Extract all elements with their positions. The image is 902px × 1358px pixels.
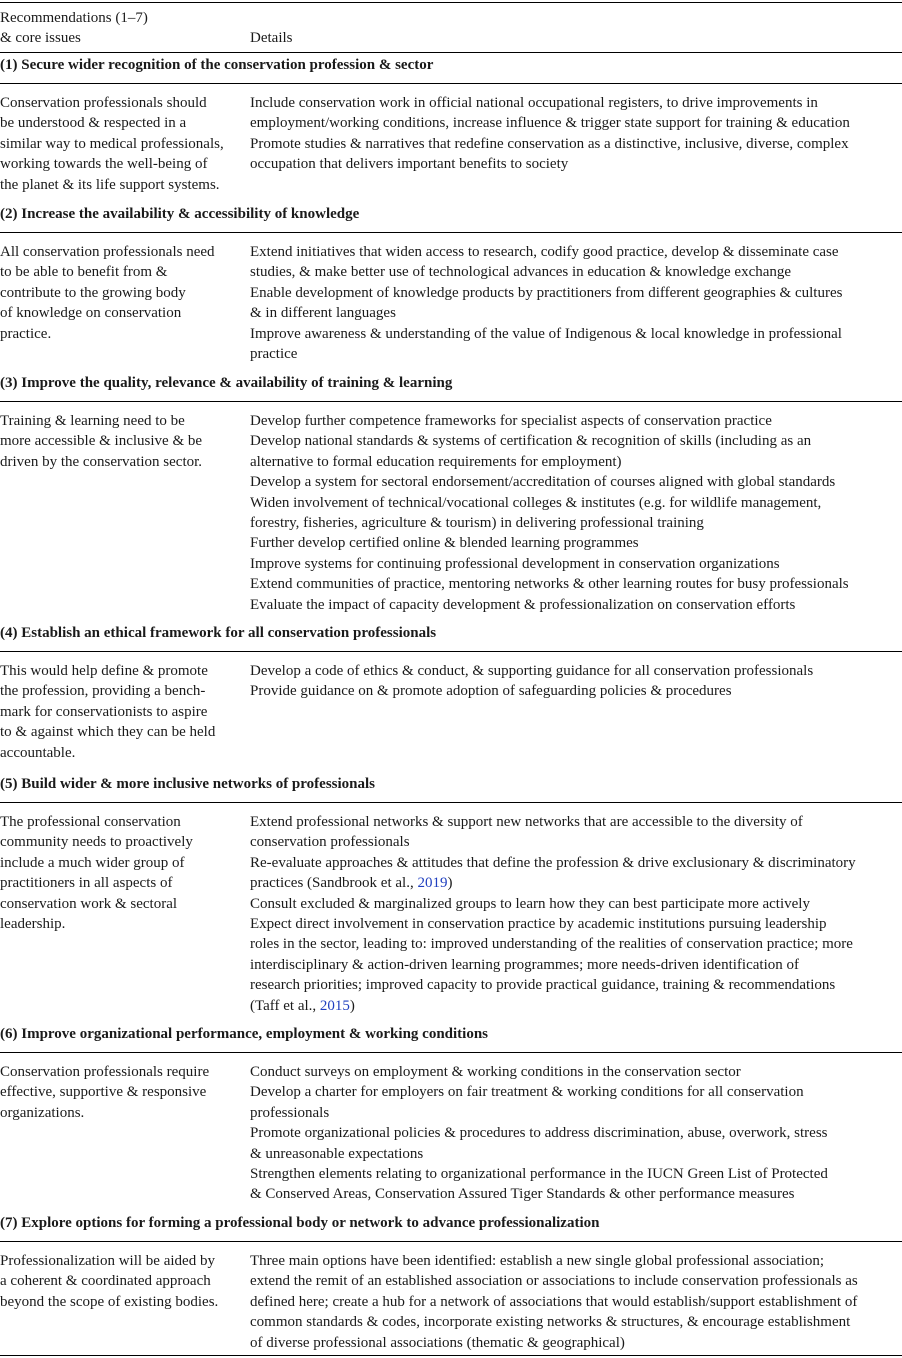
core-issue-line: working towards the well-being of [0, 156, 208, 173]
core-issue-line: be understood & respected in a [0, 115, 187, 132]
recommendation-title: (7) Explore options for forming a professional body or network to advance professionalization [0, 1215, 600, 1231]
core-issue-line: contribute to the growing body [0, 284, 186, 301]
section-rule [0, 232, 902, 233]
details-line: interdisciplinary & action-driven learning programmes; more needs-driven identification of [250, 956, 799, 973]
details-line: Re-evaluate approaches & attitudes that define the profession & drive exclusionary & discriminatory [250, 854, 856, 871]
details-line: Develop a charter for employers on fair treatment & working conditions for all conservation [250, 1084, 804, 1101]
core-issue-line: similar way to medical professionals, [0, 135, 224, 152]
details-line: Develop a code of ethics & conduct, & supporting guidance for all conservation professionals [250, 663, 814, 679]
core-issue-text [0, 411, 240, 472]
core-issue-line: community needs to proactively [0, 834, 193, 851]
recommendation-title: (1) Secure wider recognition of the conservation profession & sector [0, 57, 434, 73]
core-issue-line: The professional conservation [0, 814, 181, 830]
details-line: occupation that delivers important benefits to society [250, 156, 569, 173]
details-text [250, 812, 902, 1016]
details-text [250, 661, 902, 702]
core-issue-line: Professionalization will be aided by [0, 1253, 215, 1269]
section-rule [0, 401, 902, 402]
details-line: Include conservation work in official national occupational registers, to drive improvements in [250, 95, 818, 111]
core-issue-line: of knowledge on conservation [0, 305, 182, 322]
details-line: Improve awareness & understanding of the value of Indigenous & local knowledge in professional [250, 325, 842, 342]
details-text [250, 1251, 902, 1353]
details-line: Three main options have been identified: establish a new single global professional association; [250, 1253, 825, 1269]
section-rule [0, 802, 902, 803]
details-text [250, 242, 902, 364]
core-issue-text [0, 242, 240, 344]
details-line: extend the remit of an established association or associations to include conservation professionals as [250, 1273, 858, 1290]
recommendation-title: (3) Improve the quality, relevance & availability of training & learning [0, 375, 453, 391]
details-line: research priorities; improved capacity to provide practical guidance, training & recommendations [250, 977, 836, 994]
citation-link[interactable]: 2019 [417, 875, 448, 892]
details-line: & in different languages [250, 305, 396, 322]
core-issue-line: driven by the conservation sector. [0, 453, 203, 470]
core-issue-line: more accessible & inclusive & be [0, 433, 203, 450]
details-line: Conduct surveys on employment & working conditions in the conservation sector [250, 1064, 741, 1080]
details-line: Enable development of knowledge products by practitioners from different geographies & cultures [250, 284, 843, 301]
core-issue-text [0, 661, 240, 763]
core-issue-line: include a much wider group of [0, 854, 185, 871]
details-line: of diverse professional associations (thematic & geographical) [250, 1334, 625, 1351]
details-text [250, 1062, 902, 1205]
details-line: (Taff et al., 2015) [250, 997, 355, 1014]
table-header [0, 8, 902, 52]
header-col1-line2: & core issues [0, 30, 81, 47]
details-line: Strengthen elements relating to organizational performance in the IUCN Green List of Protected [250, 1165, 828, 1182]
core-issue-line: leadership. [0, 915, 66, 932]
details-line: Expect direct involvement in conservation practice by academic institutions pursuing leadership [250, 915, 827, 932]
details-line: Consult excluded & marginalized groups to learn how they can best participate more actively [250, 895, 810, 912]
details-line: Promote studies & narratives that redefine conservation as a distinctive, inclusive, diverse, complex [250, 135, 849, 152]
recommendation-title: (2) Increase the availability & accessibility of knowledge [0, 206, 360, 222]
details-line: conservation professionals [250, 834, 410, 851]
core-issue-line: This would help define & promote [0, 663, 208, 679]
core-issue-text [0, 93, 240, 195]
table-top-rule [0, 2, 902, 3]
core-issue-line: Conservation professionals should [0, 95, 207, 111]
details-line: Extend professional networks & support new networks that are accessible to the diversity of [250, 814, 803, 830]
details-text [250, 411, 902, 615]
core-issue-line: beyond the scope of existing bodies. [0, 1293, 219, 1310]
section-rule [0, 83, 902, 84]
core-issue-line: Training & learning need to be [0, 413, 185, 429]
core-issue-line: Conservation professionals require [0, 1064, 210, 1080]
core-issue-line: All conservation professionals need [0, 244, 215, 260]
details-line: Further develop certified online & blended learning programmes [250, 535, 639, 552]
details-line: common standards & codes, incorporate existing networks & structures, & encourage establishment [250, 1314, 851, 1331]
recommendation-title: (6) Improve organizational performance, employment & working conditions [0, 1026, 489, 1042]
header-col-details: Details [250, 30, 293, 46]
details-line: defined here; create a hub for a network of associations that would establish/support establishment of [250, 1293, 858, 1310]
core-issue-line: practitioners in all aspects of [0, 875, 173, 892]
details-line: Develop a system for sectoral endorsement/accreditation of courses aligned with global standards [250, 474, 836, 491]
section-rule [0, 1052, 902, 1053]
details-text [250, 93, 902, 175]
section-rule [0, 651, 902, 652]
details-line: Widen involvement of technical/vocational colleges & institutes (e.g. for wildlife management, [250, 494, 822, 511]
details-line: Evaluate the impact of capacity development & professionalization on conservation efforts [250, 596, 796, 613]
core-issue-line: accountable. [0, 744, 76, 761]
core-issue-line: to be able to benefit from & [0, 264, 168, 281]
core-issue-line: mark for conservationists to aspire [0, 703, 208, 720]
details-line: Develop further competence frameworks for specialist aspects of conservation practice [250, 413, 772, 429]
details-line: & Conserved Areas, Conservation Assured Tiger Standards & other performance measures [250, 1186, 795, 1203]
details-line: practices (Sandbrook et al., 2019) [250, 875, 453, 892]
header-col1-line1: Recommendations (1–7) [0, 10, 148, 26]
recommendation-title: (5) Build wider & more inclusive networks of professionals [0, 776, 376, 792]
header-bottom-rule [0, 52, 902, 53]
details-line: & unreasonable expectations [250, 1145, 424, 1162]
details-line: Provide guidance on & promote adoption of safeguarding policies & procedures [250, 683, 732, 700]
table-bottom-rule [0, 1355, 902, 1356]
details-line: forestry, fisheries, agriculture & tourism) in delivering professional training [250, 514, 704, 531]
section-rule [0, 1241, 902, 1242]
header-col-recommendations [0, 8, 240, 49]
core-issue-line: organizations. [0, 1104, 85, 1121]
details-line: studies, & make better use of technological advances in education & knowledge exchange [250, 264, 792, 281]
details-line: Develop national standards & systems of certification & recognition of skills (including as an [250, 433, 812, 450]
details-line: alternative to formal education requirements for employment) [250, 453, 622, 470]
details-line: professionals [250, 1104, 330, 1121]
details-line: Extend initiatives that widen access to research, codify good practice, develop & disseminate case [250, 244, 839, 260]
details-line: Extend communities of practice, mentoring networks & other learning routes for busy professionals [250, 576, 849, 593]
core-issue-text [0, 812, 240, 934]
core-issue-text [0, 1062, 240, 1123]
details-line: roles in the sector, leading to: improved understanding of the realities of conservation practice; more [250, 936, 853, 953]
core-issue-text [0, 1251, 240, 1312]
core-issue-line: the planet & its life support systems. [0, 176, 220, 193]
core-issue-line: effective, supportive & responsive [0, 1084, 207, 1101]
core-issue-line: practice. [0, 325, 52, 342]
details-line: practice [250, 345, 298, 362]
recommendation-title: (4) Establish an ethical framework for all conservation professionals [0, 625, 437, 641]
details-line: Promote organizational policies & procedures to address discrimination, abuse, overwork, stress [250, 1125, 828, 1142]
citation-link[interactable]: 2015 [319, 997, 350, 1014]
core-issue-line: the profession, providing a bench- [0, 683, 206, 700]
core-issue-line: to & against which they can be held [0, 724, 216, 741]
details-line: Improve systems for continuing professional development in conservation organizations [250, 555, 780, 572]
core-issue-line: a coherent & coordinated approach [0, 1273, 211, 1290]
core-issue-line: conservation work & sectoral [0, 895, 178, 912]
details-line: employment/working conditions, increase influence & trigger state support for training & education [250, 115, 850, 132]
